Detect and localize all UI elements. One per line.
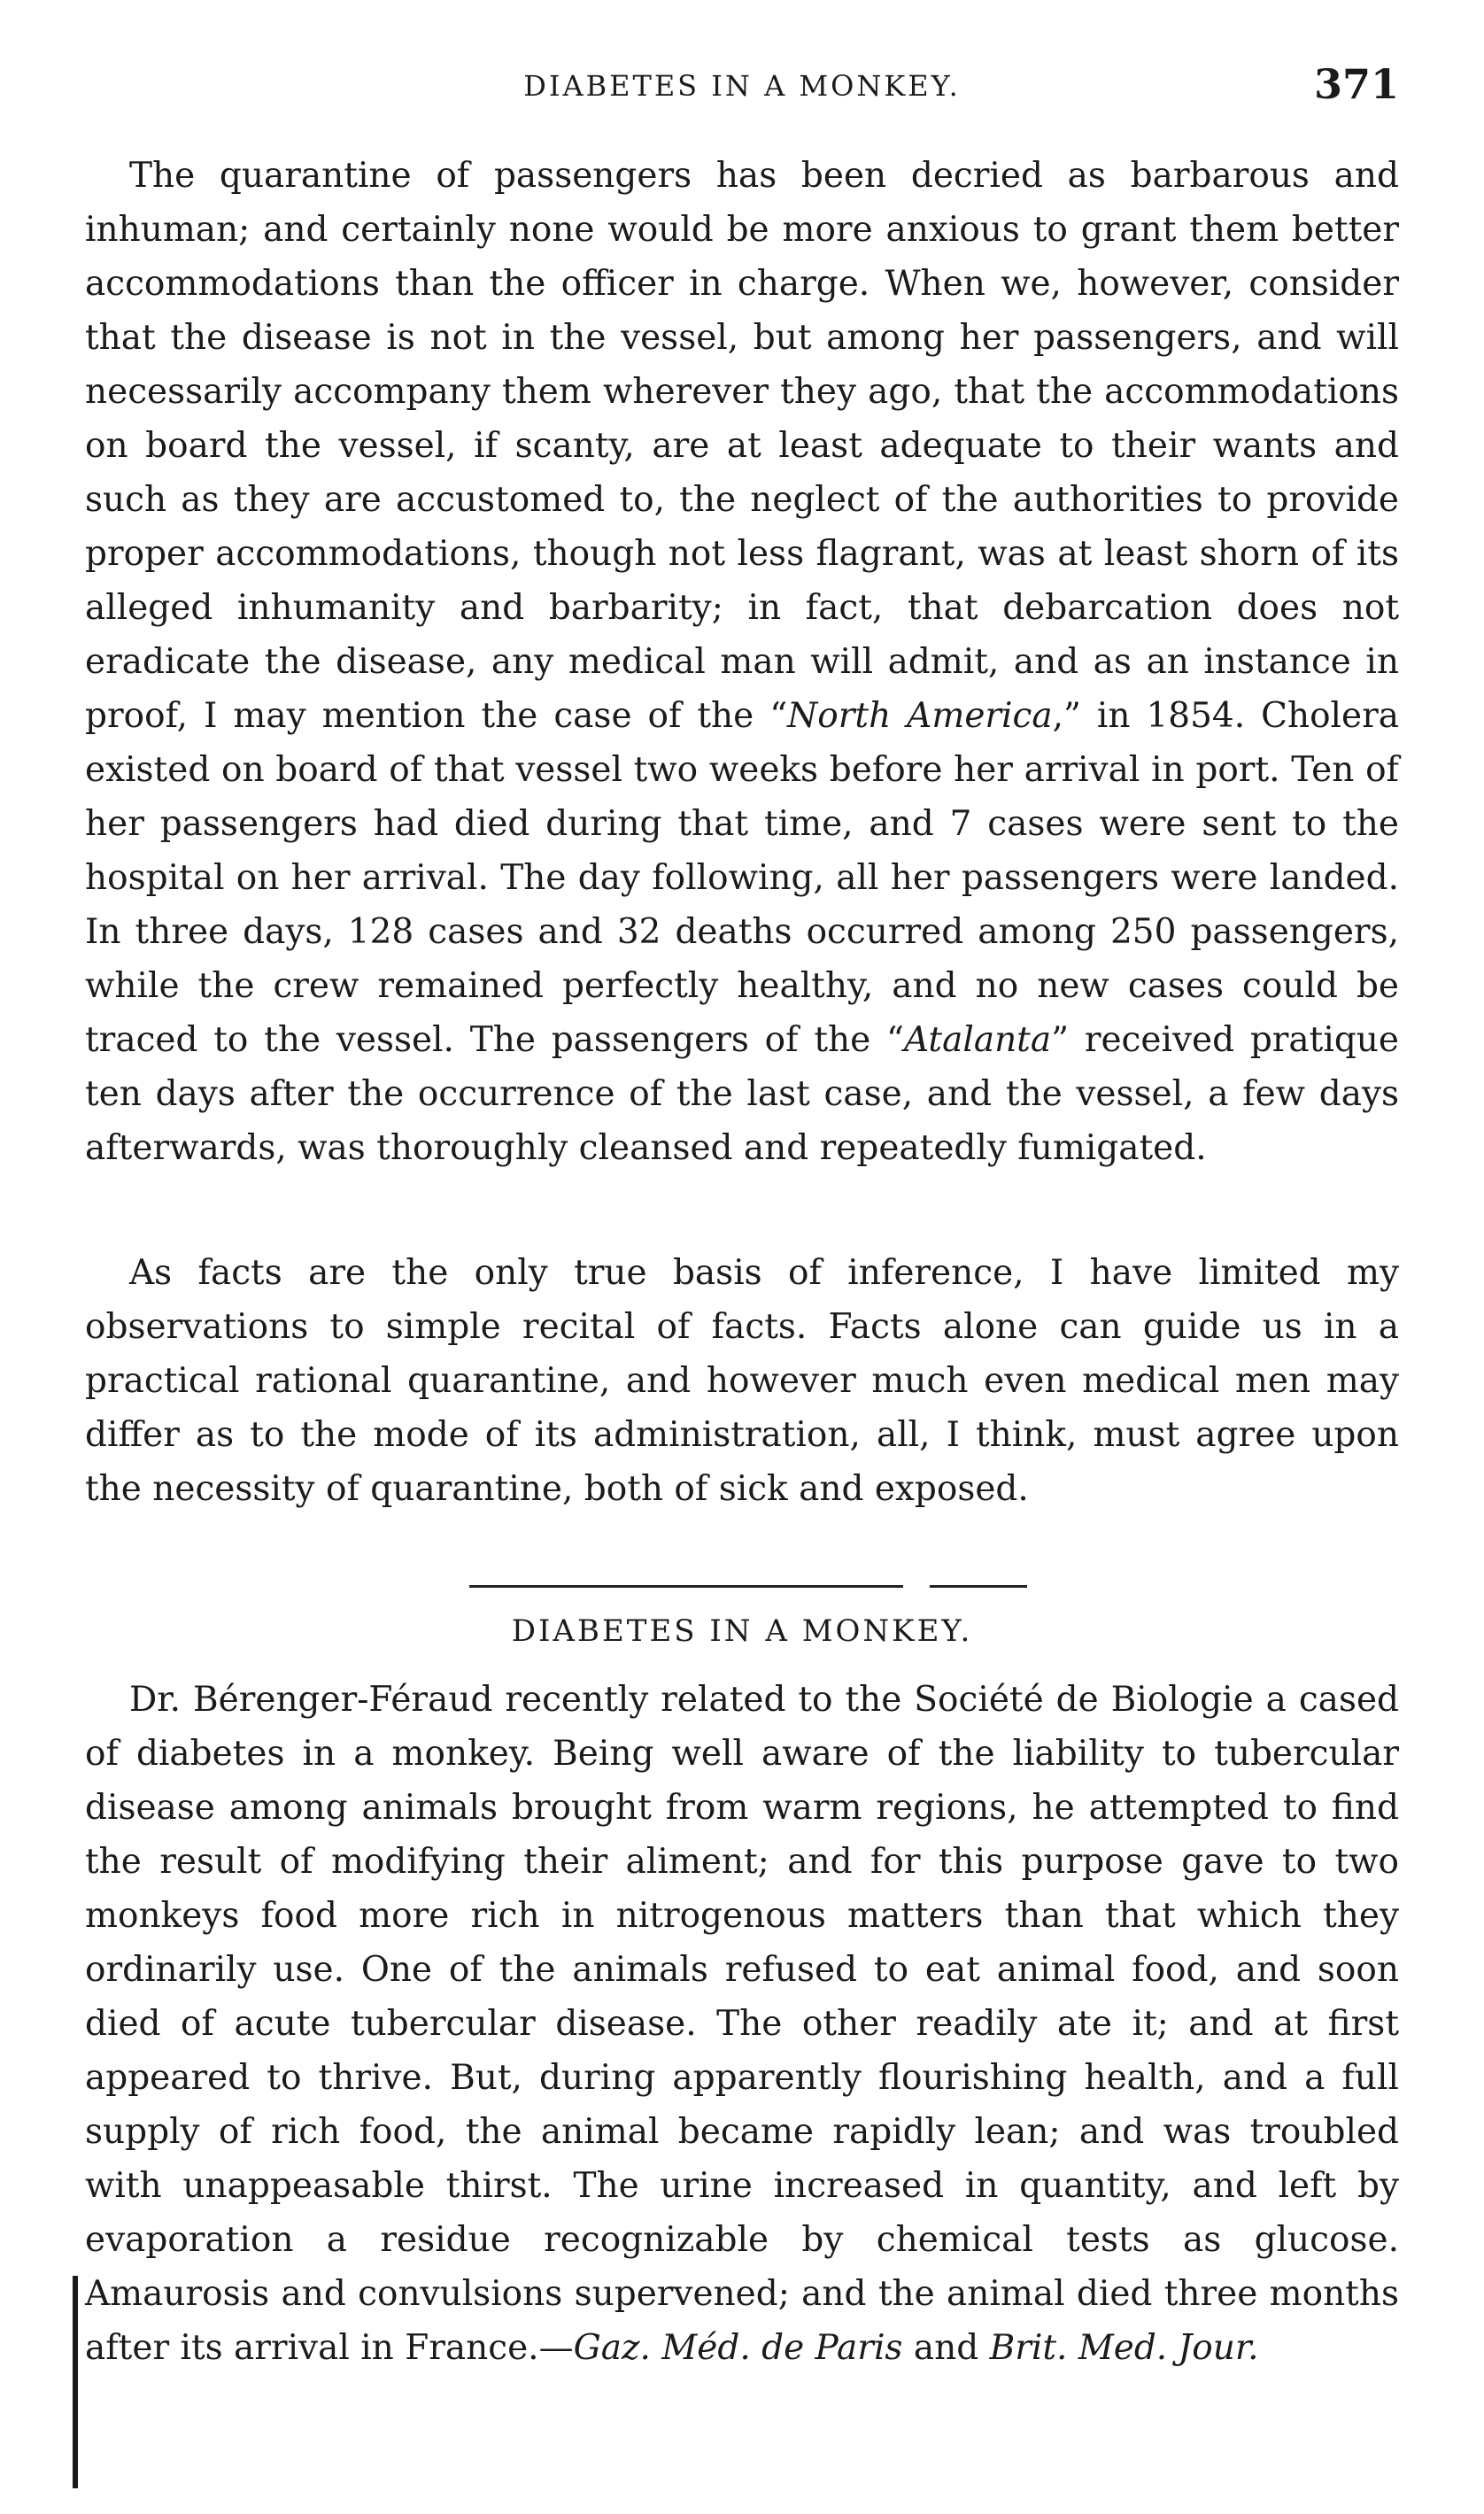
running-title: DIABETES IN A MONKEY.	[523, 69, 961, 103]
quarantine-paragraph-1	[85, 149, 1399, 1175]
section-heading: DIABETES IN A MONKEY.	[511, 1613, 973, 1649]
ship-name-atalanta: Atalanta	[903, 1020, 1052, 1060]
monkey-diabetes-paragraph	[85, 1673, 1399, 2375]
page-number: 371	[1313, 60, 1399, 108]
margin-scan-line	[73, 2276, 78, 2488]
text-run: The quarantine of passengers has been decried as barbarous and inhuman; and certainly none would be more anxious to grant them better accommodations than the officer in charge. When we, however, consider that the disease is not in the vessel, but among her passengers, and will necessarily accompany them wherever they ago, that the accommodations on board the vessel, if scanty, are at least adequate to their wants and such as they are accustomed to, the neglect of the authorities to provide proper accommodations, though not less flagrant, was at least shorn of its alleged inhumanity and barbarity; in fact, that debarcation does not eradicate the disease, any medical man will admit, and as an instance in proof, I may mention the case of the “	[85, 156, 1399, 736]
citation-gazette: Gaz. Méd. de Paris	[573, 2328, 903, 2368]
quarantine-paragraph-2	[85, 1246, 1399, 1516]
text-run: ” received pratique ten days after the occurrence of the last case, and the vessel, a few days afterwards, was thoroughly cleansed and repeatedly fumigated.	[85, 1020, 1399, 1168]
running-head	[85, 60, 1399, 122]
section-divider-short	[930, 1585, 1027, 1588]
text-run: ,” in 1854. Cholera existed on board of that vessel two weeks before her arrival in port. Ten of her passengers had died during that time, and 7 cases were sent to the hospital on her arrival. The day following, all her passengers were landed. In three days, 128 cases and 32 deaths occurred among 250 passengers, while the crew remained perfectly healthy, and no new cases could be traced to the vessel. The passengers of the “	[85, 696, 1400, 1060]
text-run: and	[902, 2328, 990, 2368]
ship-name-north-america: North America	[787, 696, 1053, 736]
section-divider-long	[469, 1585, 903, 1588]
citation-brit-med-jour: Brit. Med. Jour.	[989, 2328, 1259, 2368]
text-run: As facts are the only true basis of inference, I have limited my observations to simple recital of facts. Facts alone can guide us in a practical rational quarantine, and however much even medical men may differ as to the mode of its administration, all, I think, must agree upon the necessity of quarantine, both of sick and exposed.	[85, 1253, 1399, 1509]
text-run: Dr. Bérenger-Féraud recently related to the Société de Biologie a cased of diabetes in a monkey. Being well aware of the liability to tubercular disease among animals brought from warm regions, he attempted to find the result of modifying their aliment; and for this purpose gave to two monkeys food more rich in nitrogenous matters than that which they ordinarily use. One of the animals refused to eat animal food, and soon died of acute tubercular disease. The other readily ate it; and at first appeared to thrive. But, during apparently flourishing health, and a full supply of rich food, the animal became rapidly lean; and was troubled with unappeasable thirst. The urine increased in quantity, and left by evaporation a residue recognizable by chemical tests as glucose. Amaurosis and convulsions supervened; and the animal died three months after its arrival in France.—	[85, 1680, 1399, 2368]
